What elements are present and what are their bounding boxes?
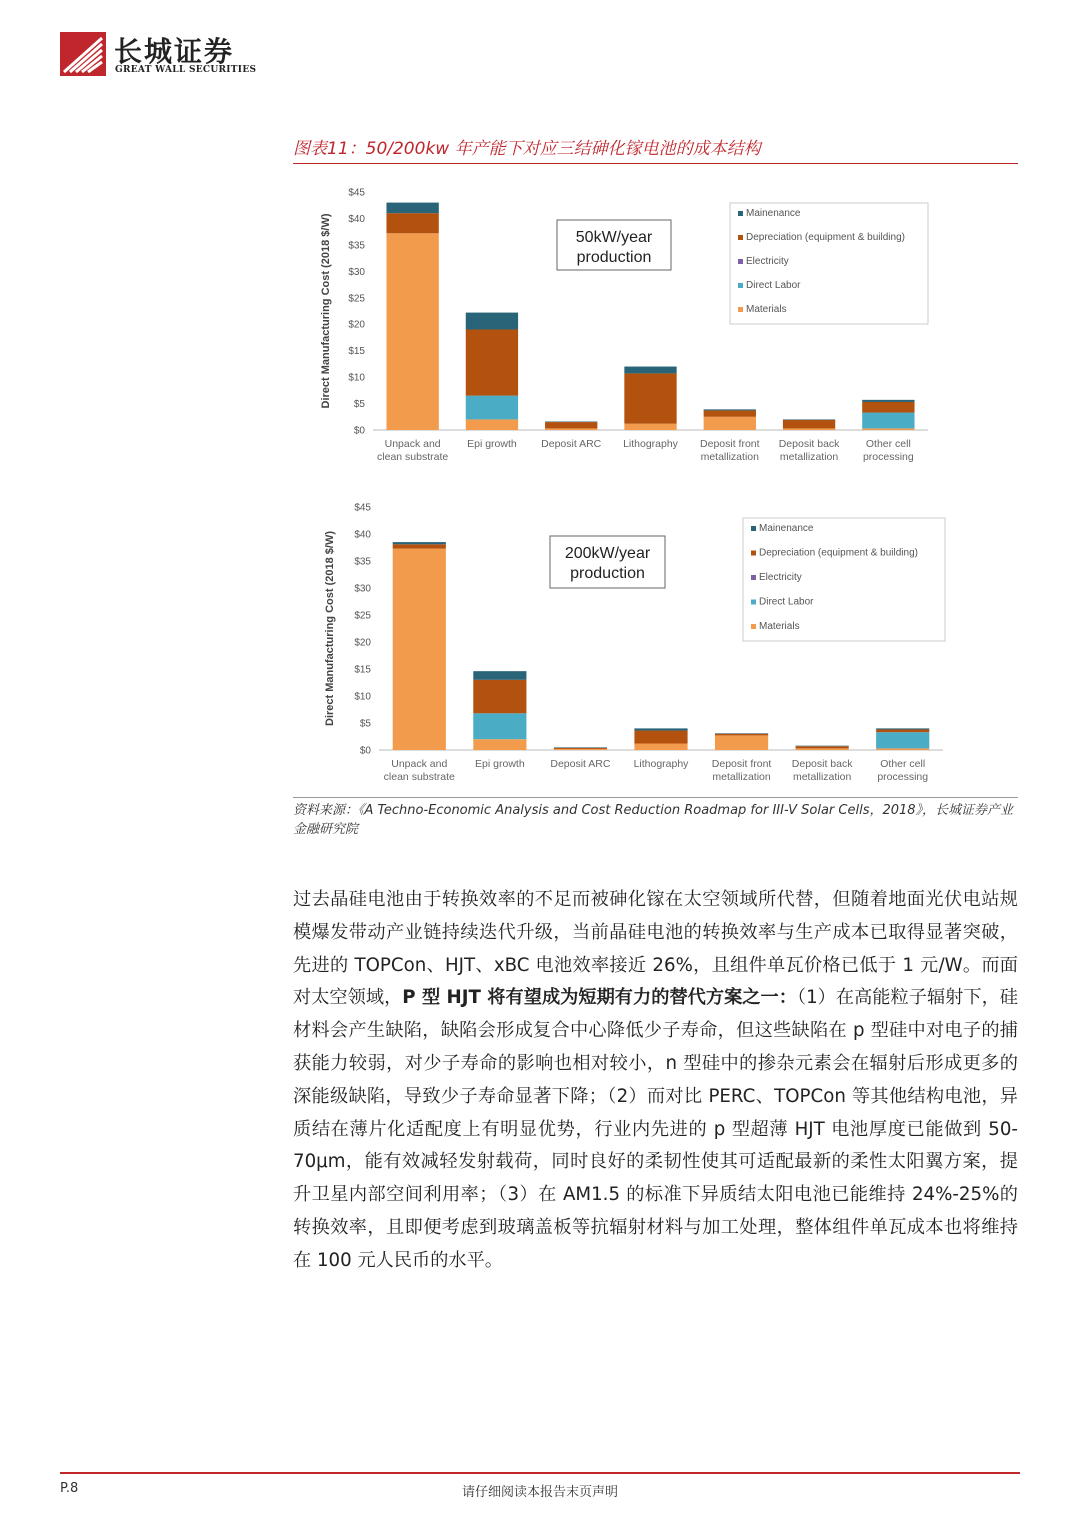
y-tick-label: $20 [354, 637, 371, 649]
bar-segment [634, 744, 687, 750]
bar-segment [554, 748, 607, 749]
legend-swatch [738, 307, 743, 312]
legend-swatch [751, 551, 756, 556]
bar-segment [715, 735, 768, 750]
y-tick-label: $30 [348, 266, 365, 278]
annotation-text: production [576, 249, 652, 266]
bar-segment [386, 213, 438, 233]
bar-segment [715, 733, 768, 734]
chart-200kw [293, 492, 1018, 797]
y-tick-label: $35 [348, 240, 365, 252]
bar-segment [466, 313, 518, 330]
x-tick-label: Unpack and [384, 438, 441, 450]
legend-swatch [751, 600, 756, 605]
body-text-part-1: 过去晶硅电池由于转换效率的不足而被砷化镓在太空领域所代替，但随着地面光伏电站规模爆发带动产业链持续迭代升级，当前晶硅电池的转换效率与生产成本已取得显著突破，先进的 TOPCon、HJT、xBC 电池效率接近 26%，且组件单瓦价格已低于 1 元/W。而面对太空领域， [293, 889, 1018, 1009]
y-tick-label: $10 [348, 372, 365, 384]
legend-swatch [751, 575, 756, 580]
x-tick-label: Other cell [865, 438, 911, 450]
bar-segment [876, 748, 929, 750]
body-text-highlight: P 型 HJT 将有望成为短期有力的替代方案之一： [402, 987, 797, 1009]
bar-segment [704, 409, 756, 410]
legend-swatch [738, 211, 743, 216]
bar-segment [796, 746, 849, 747]
legend-label: Depreciation (equipment & building) [759, 547, 918, 559]
annotation-text: 200kW/year [564, 545, 651, 562]
y-tick-label: $0 [353, 425, 365, 437]
bar-segment [466, 419, 518, 430]
body-paragraph [293, 884, 1018, 1278]
x-tick-label: Deposit ARC [550, 758, 611, 770]
figure-source: 资料来源：《A Techno-Economic Analysis and Cost Reduction Roadmap for III-V Solar Cells，2018》，长城证券产业金融研究院 [293, 803, 1014, 837]
bar-segment [862, 400, 914, 402]
bar-segment [624, 373, 676, 423]
page-number: P.8 [60, 1481, 79, 1496]
bar-segment [876, 729, 929, 732]
bar-segment [545, 428, 597, 430]
y-tick-label: $20 [348, 319, 365, 331]
legend-label: Mainenance [746, 208, 801, 219]
bar-segment [473, 713, 526, 739]
x-tick-label: Lithography [633, 758, 689, 770]
bar-segment [393, 544, 446, 548]
legend-label: Materials [759, 621, 800, 632]
legend-swatch [751, 624, 756, 629]
bar-segment [545, 422, 597, 428]
x-tick-label: metallization [712, 771, 771, 783]
bar-segment [876, 732, 929, 748]
bar-segment [545, 422, 597, 423]
x-tick-label: metallization [792, 771, 852, 783]
y-tick-label: $15 [348, 346, 365, 358]
bar-segment [386, 233, 438, 430]
y-tick-label: $25 [354, 610, 371, 622]
legend-swatch [738, 283, 743, 288]
footer-divider [60, 1472, 1020, 1474]
x-tick-label: Deposit front [700, 438, 760, 450]
legend-label: Direct Labor [759, 596, 814, 608]
bar-segment [783, 420, 835, 428]
footer-disclaimer: 请仔细阅读本报告末页声明 [461, 1485, 618, 1500]
bar-segment [393, 542, 446, 544]
bar-segment [473, 671, 526, 680]
chart-50kw-svg [293, 170, 1018, 475]
x-tick-label: metallization [779, 451, 839, 463]
chart-200kw-svg [293, 492, 1018, 797]
bar-segment [704, 410, 756, 416]
y-axis-label: Direct Manufacturing Cost (2018 $/W) [320, 213, 332, 409]
bar-segment [783, 428, 835, 430]
figure-title: 图表11：50/200kw 年产能下对应三结砷化镓电池的成本结构 [293, 139, 761, 159]
bar-segment [473, 739, 526, 750]
body-text-part-2: （1）在高能粒子辐射下，硅材料会产生缺陷，缺陷会形成复合中心降低少子寿命，但这些缺陷在 p 型硅中对电子的捕获能力较弱，对少子寿命的影响也相对较小，n 型硅中的掺杂元素会在辐射后形成更多的深能级缺陷，导致少子寿命显著下降；（2）而对比 PERC、TOPCon 等其他结构电池，异质结在薄片化适配度上有明显优势，行业内先进的 p 型超薄 HJT 电池厚度已能做到 50-70μm，能有效减轻发射载荷，同时良好的柔韧性使其可适配最新的柔性太阳翼方案，提升卫星内部空间利用率；（3）在 AM1.5 的标准下异质结太阳电池已能维持 24%-25%的转换效率，且即便考虑到玻璃盖板等抗辐射材料与加工处理，整体组件单瓦成本也将维持在 100 元人民币的水平。 [293, 987, 1018, 1271]
bar-segment [862, 413, 914, 429]
legend-swatch [738, 235, 743, 240]
legend-label: Materials [746, 304, 787, 315]
y-tick-label: $5 [353, 399, 365, 411]
bar-segment [783, 419, 835, 420]
x-tick-label: metallization [700, 451, 759, 463]
x-tick-label: clean substrate [377, 451, 449, 463]
bar-segment [715, 734, 768, 736]
logo-chinese-name: 长城证券 [114, 35, 235, 68]
x-tick-label: Deposit ARC [541, 438, 602, 450]
x-tick-label: processing [877, 771, 929, 783]
bar-segment [876, 728, 929, 729]
legend-label: Depreciation (equipment & building) [746, 232, 905, 243]
y-tick-label: $35 [354, 556, 371, 568]
bar-segment [386, 203, 438, 214]
y-tick-label: $10 [354, 691, 371, 703]
legend-label: Mainenance [759, 523, 814, 534]
legend-label: Direct Labor [746, 280, 801, 291]
x-tick-label: Lithography [623, 438, 678, 450]
x-tick-label: Epi growth [467, 438, 517, 450]
logo-english-name: GREAT WALL SECURITIES [115, 65, 257, 75]
annotation-text: 50kW/year [575, 229, 653, 246]
bar-segment [796, 746, 849, 748]
bar-segment [704, 417, 756, 430]
y-tick-label: $5 [359, 718, 371, 730]
bar-segment [624, 424, 676, 430]
bar-segment [862, 428, 914, 430]
company-logo [60, 30, 260, 80]
bar-segment [796, 748, 849, 750]
y-tick-label: $30 [354, 583, 371, 595]
y-tick-label: $45 [348, 187, 365, 199]
bar-segment [634, 728, 687, 730]
x-tick-label: Other cell [880, 758, 926, 770]
y-tick-label: $15 [354, 664, 371, 676]
x-tick-label: clean substrate [383, 771, 455, 783]
bar-segment [554, 747, 607, 748]
x-tick-label: processing [862, 451, 914, 463]
x-tick-label: Deposit front [711, 758, 772, 770]
legend-swatch [751, 526, 756, 531]
bar-segment [466, 396, 518, 420]
bar-segment [862, 402, 914, 413]
figure-bottom-divider [293, 797, 1018, 798]
bar-segment [554, 749, 607, 750]
x-tick-label: Epi growth [475, 758, 525, 770]
legend-label: Electricity [759, 572, 802, 583]
great-wall-logo-icon [60, 32, 106, 76]
y-tick-label: $40 [354, 529, 371, 541]
x-tick-label: Unpack and [391, 758, 448, 770]
x-tick-label: Deposit back [778, 438, 840, 450]
y-tick-label: $45 [354, 502, 371, 514]
y-axis-label: Direct Manufacturing Cost (2018 $/W) [324, 531, 336, 726]
title-divider [293, 163, 1018, 164]
chart-50kw [293, 170, 1018, 475]
bar-segment [624, 367, 676, 374]
y-tick-label: $0 [359, 745, 371, 757]
annotation-text: production [570, 565, 645, 582]
legend-label: Electricity [746, 256, 789, 267]
bar-segment [393, 549, 446, 750]
bar-segment [473, 680, 526, 713]
legend-swatch [738, 259, 743, 264]
bar-segment [634, 731, 687, 744]
y-tick-label: $40 [348, 213, 365, 225]
bar-segment [466, 330, 518, 396]
x-tick-label: Deposit back [791, 758, 853, 770]
y-tick-label: $25 [348, 293, 365, 305]
